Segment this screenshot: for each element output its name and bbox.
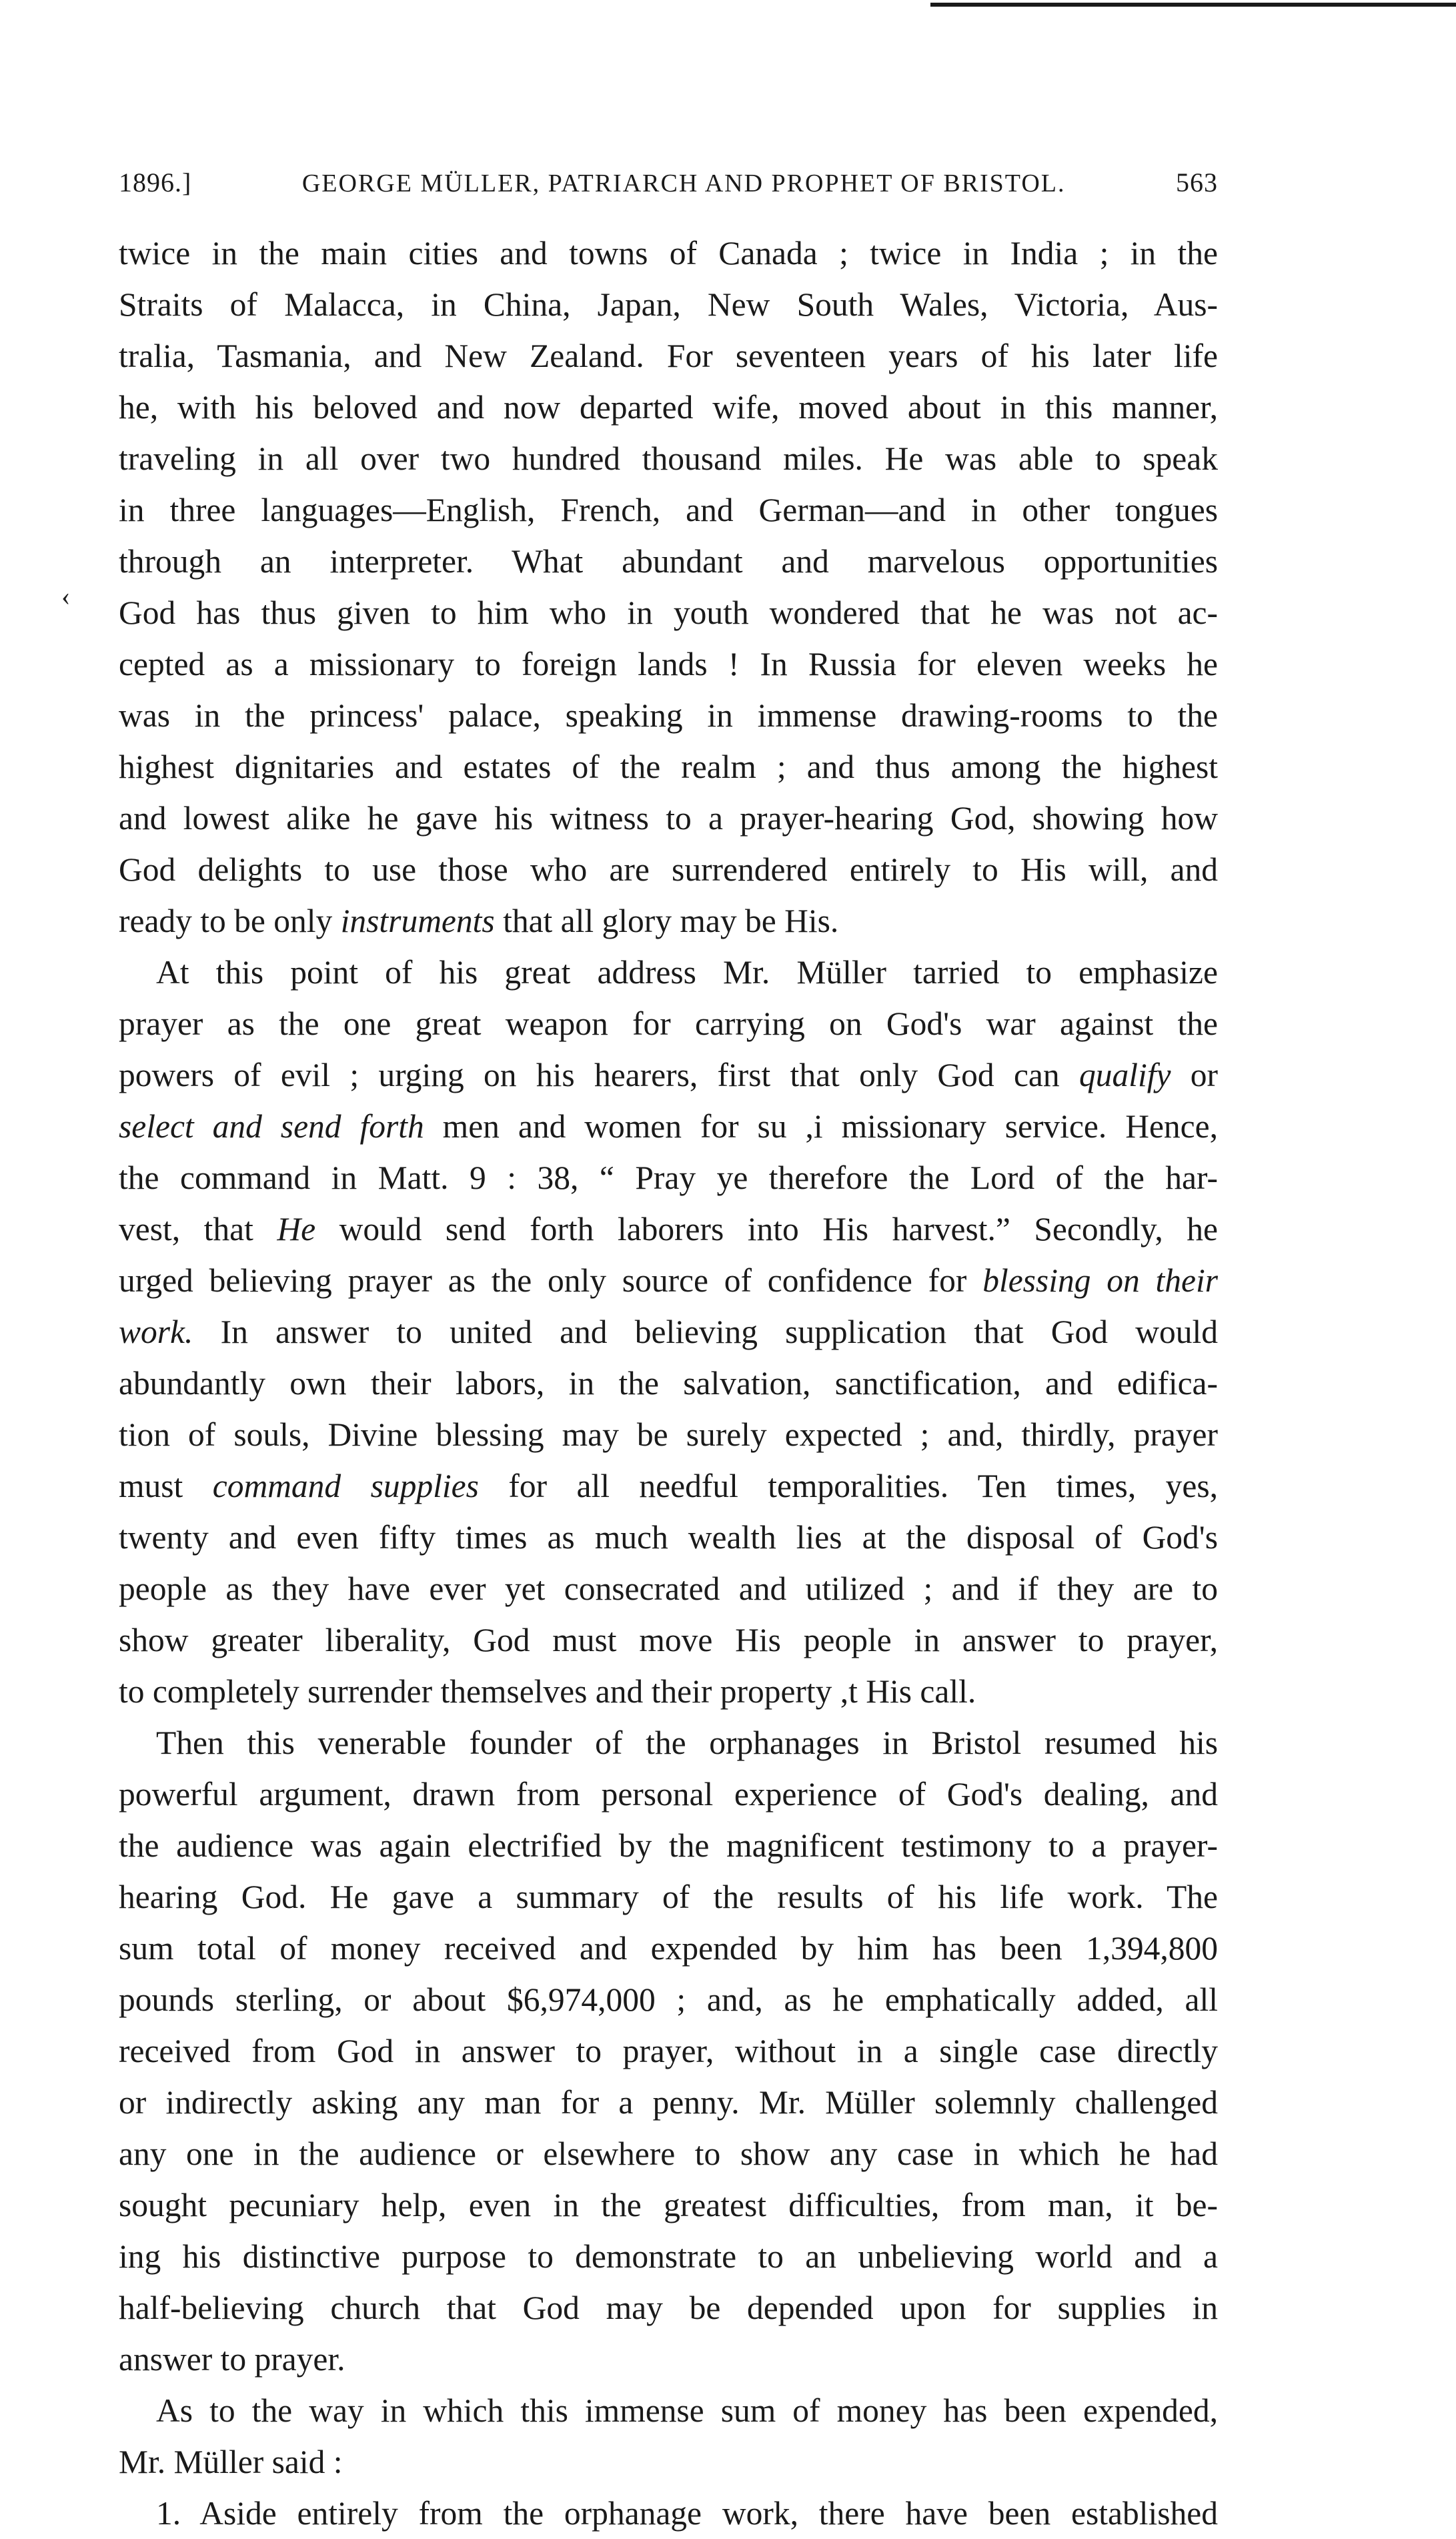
- text-line: Mr. Müller said :: [119, 2444, 343, 2480]
- text-line: in three languages—English, French, and German—and in other tongues: [119, 492, 1218, 528]
- text-line: the command in Matt. 9 : 38, “ Pray ye therefore the Lord of the har-: [119, 1159, 1218, 1196]
- text-line: half-believing church that God may be depended upon for supplies in: [119, 2290, 1218, 2326]
- text-line: twice in the main cities and towns of Canada ; twice in India ; in the: [119, 235, 1218, 272]
- text-line: people as they have ever yet consecrated and utilized ; and if they are to: [119, 1570, 1218, 1607]
- text-line: sought pecuniary help, even in the greatest difficulties, from man, it be-: [119, 2187, 1218, 2223]
- text-line: powerful argument, drawn from personal experience of God's dealing, and: [119, 1776, 1218, 1813]
- text-line: abundantly own their labors, in the salvation, sanctification, and edifica-: [119, 1365, 1218, 1402]
- text-line: answer to prayer.: [119, 2341, 345, 2378]
- emphasis: work.: [119, 1314, 193, 1350]
- text-line: tion of souls, Divine blessing may be surely expected ; and, thirdly, prayer: [119, 1416, 1218, 1453]
- text-line: show greater liberality, God must move His people in answer to prayer,: [119, 1622, 1218, 1658]
- text-line: traveling in all over two hundred thousand miles. He was able to speak: [119, 440, 1218, 477]
- text-line: vest, that He would send forth laborers into His harvest.” Secondly, he: [119, 1211, 1218, 1247]
- text-line: cepted as a missionary to foreign lands ! In Russia for eleven weeks he: [119, 646, 1218, 682]
- text-line: hearing God. He gave a summary of the results of his life work. The: [119, 1879, 1218, 1915]
- text-line: God delights to use those who are surrendered entirely to His will, and: [119, 851, 1218, 888]
- text-line: prayer as the one great weapon for carrying on God's war against the: [119, 1005, 1218, 1042]
- text-line: 1. Aside entirely from the orphanage work, there have been established: [156, 2495, 1218, 2532]
- text-line: twenty and even fifty times as much wealth lies at the disposal of God's: [119, 1519, 1218, 1556]
- text-line: As to the way in which this immense sum of money has been expended,: [156, 2392, 1218, 2429]
- header-title: GEORGE MÜLLER, PATRIARCH AND PROPHET OF BRISTOL.: [301, 169, 1066, 197]
- text-line: any one in the audience or elsewhere to show any case in which he had: [119, 2135, 1218, 2172]
- text-line: pounds sterling, or about $6,974,000 ; and, as he emphatically added, all: [119, 1981, 1218, 2018]
- emphasis: instruments: [340, 903, 495, 939]
- text-line: At this point of his great address Mr. Müller tarried to emphasize: [156, 954, 1218, 991]
- emphasis: command supplies: [212, 1468, 479, 1504]
- emphasis: He: [277, 1211, 316, 1247]
- text-line: he, with his beloved and now departed wife, moved about in this manner,: [119, 389, 1218, 426]
- text-line: was in the princess' palace, speaking in immense drawing-rooms to the: [119, 697, 1218, 734]
- list-item-1: [119, 2488, 1218, 2539]
- text-line: God has thus given to him who in youth wondered that he was not ac-: [119, 594, 1218, 631]
- text-line: to completely surrender themselves and their property ,t His call.: [119, 1673, 976, 1710]
- text-line: work. In answer to united and believing supplication that God would: [119, 1314, 1218, 1350]
- text-line: sum total of money received and expended by him has been 1,394,800: [119, 1930, 1218, 1967]
- margin-mark: ‹: [61, 581, 71, 611]
- text-line: ready to be only instruments that all glory may be His.: [119, 903, 839, 939]
- page-number: 563: [1175, 167, 1218, 197]
- paragraph-2: [119, 947, 1218, 1717]
- text-line: through an interpreter. What abundant and marvelous opportunities: [119, 543, 1218, 580]
- text-line: highest dignitaries and estates of the realm ; and thus among the highest: [119, 748, 1218, 785]
- emphasis: blessing on their: [982, 1262, 1218, 1299]
- text-line: or indirectly asking any man for a penny. Mr. Müller solemnly challenged: [119, 2084, 1218, 2121]
- text-line: must command supplies for all needful temporalities. Ten times, yes,: [119, 1468, 1218, 1504]
- text-line: tralia, Tasmania, and New Zealand. For seventeen years of his later life: [119, 338, 1218, 374]
- paragraph-4: [119, 2385, 1218, 2488]
- text-line: urged believing prayer as the only source of confidence for blessing on their: [119, 1262, 1218, 1299]
- text-line: powers of evil ; urging on his hearers, first that only God can qualify or: [119, 1057, 1218, 1093]
- page: [119, 167, 1218, 2539]
- paragraph-1: [119, 227, 1218, 947]
- top-rule: [930, 3, 1456, 7]
- text-line: ing his distinctive purpose to demonstrate to an unbelieving world and a: [119, 2238, 1218, 2275]
- body-text: [119, 227, 1218, 2539]
- emphasis: select and send forth: [119, 1108, 424, 1145]
- running-head: [119, 167, 1218, 198]
- text-line: select and send forth men and women for su ,i missionary service. Hence,: [119, 1108, 1218, 1145]
- paragraph-3: [119, 1717, 1218, 2385]
- text-line: received from God in answer to prayer, without in a single case directly: [119, 2033, 1218, 2069]
- text-line: Straits of Malacca, in China, Japan, New South Wales, Victoria, Aus-: [119, 286, 1218, 323]
- header-year: 1896.]: [119, 167, 192, 197]
- text-line: Then this venerable founder of the orphanages in Bristol resumed his: [156, 1724, 1218, 1761]
- emphasis: qualify: [1078, 1057, 1171, 1093]
- text-line: the audience was again electrified by the magnificent testimony to a prayer-: [119, 1827, 1218, 1864]
- text-line: and lowest alike he gave his witness to a prayer-hearing God, showing how: [119, 800, 1218, 837]
